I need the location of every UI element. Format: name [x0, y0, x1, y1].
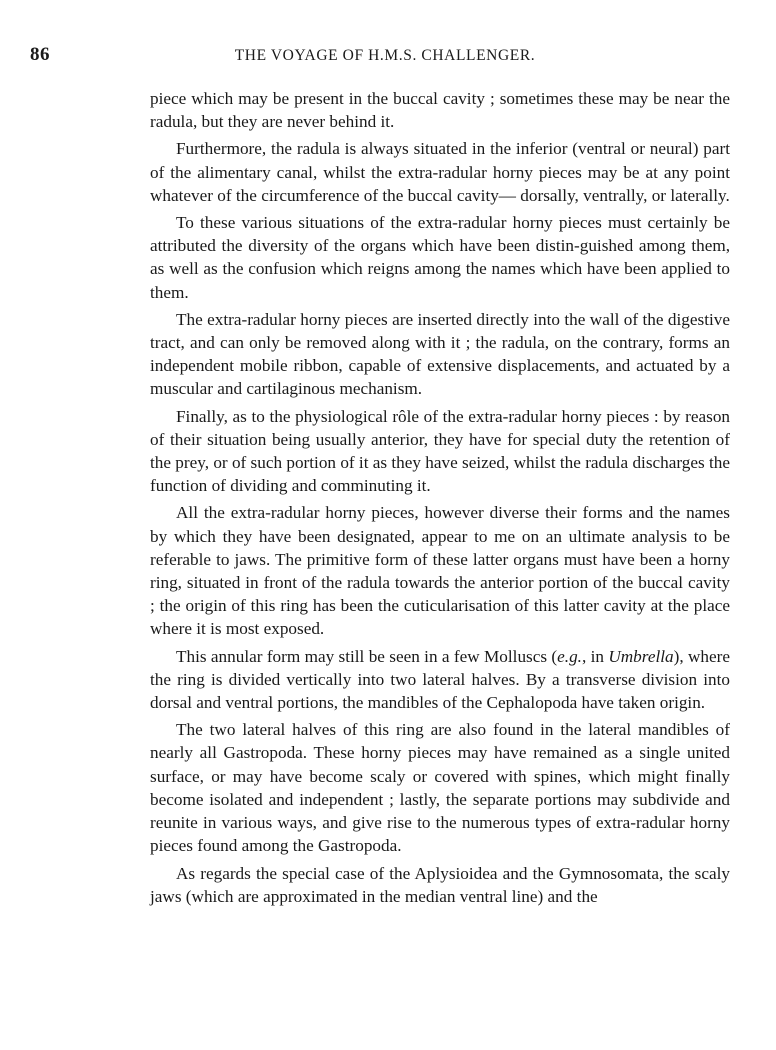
- paragraph-8: The two lateral halves of this ring are also found in the lateral mandibles of nearly all Gastropoda. These horny pieces may have remained as a single united surface, or may have become scaly or covered with spines, which might finally become isolated and independent ; lastly, the separate portions may subdivide and reunite in various ways, and give rise to the numerous types of extra-radular horny pieces found among the Gastropoda.: [150, 720, 730, 856]
- paragraph-7: [150, 645, 730, 715]
- paragraph-9: As regards the special case of the Aplysioidea and the Gymnosomata, the scaly jaws (which are approximated in the median ventral line) and the: [150, 863, 730, 906]
- paragraph-4: The extra-radular horny pieces are inserted directly into the wall of the digestive tract, and can only be removed along with it ; the radula, on the contrary, forms an independent mobile ribbon, capable of extensive displacements, and actuated by a muscular and cartilaginous mechanism.: [150, 309, 730, 399]
- paragraph-3: To these various situations of the extra-radular horny pieces must certainly be attributed the diversity of the organs which have been distin-guished among them, as well as the confusion which reigns among the names which have been applied to them.: [150, 213, 730, 302]
- paragraph-7-text-b: , in: [581, 646, 609, 666]
- paragraph-7-text-a: This annular form may still be seen in a few Molluscs (: [176, 646, 558, 666]
- page-number: 86: [30, 44, 50, 65]
- body-text: [150, 87, 730, 912]
- italic-umbrella: Umbrella: [608, 646, 674, 666]
- paragraph-6: All the extra-radular horny pieces, however diverse their forms and the names by which they have been designated, appear to me on an ultimate analysis to be referable to jaws. The primitive form of these latter organs must have been a horny ring, situated in front of the radula towards the anterior portion of the buccal cavity ; the origin of this ring has been the cuticularisation of this latter cavity at the place where it is most exposed.: [150, 503, 730, 639]
- paragraph-2: Furthermore, the radula is always situated in the inferior (ventral or neural) part of the alimentary canal, whilst the extra-radular horny pieces may be at any point whatever of the circumference of the buccal cavity— dorsally, ventrally, or laterally.: [150, 139, 730, 205]
- paragraph-5: Finally, as to the physiological rôle of the extra-radular horny pieces : by reason of their situation being usually anterior, they have for special duty the retention of the prey, or of such portion of it as they have seized, whilst the radula discharges the function of dividing and comminuting it.: [150, 406, 730, 496]
- italic-eg: e.g.: [557, 646, 582, 666]
- paragraph-1: piece which may be present in the buccal cavity ; sometimes these may be near the radula, but they are never behind it.: [150, 89, 730, 132]
- running-title: THE VOYAGE OF H.M.S. CHALLENGER.: [234, 47, 536, 64]
- paragraph-7-text-c: ), where the ring is divided vertically into two lateral halves. By a transverse division into dorsal and ventral portions, the mandibles of the Cephalopoda have taken origin.: [150, 646, 730, 713]
